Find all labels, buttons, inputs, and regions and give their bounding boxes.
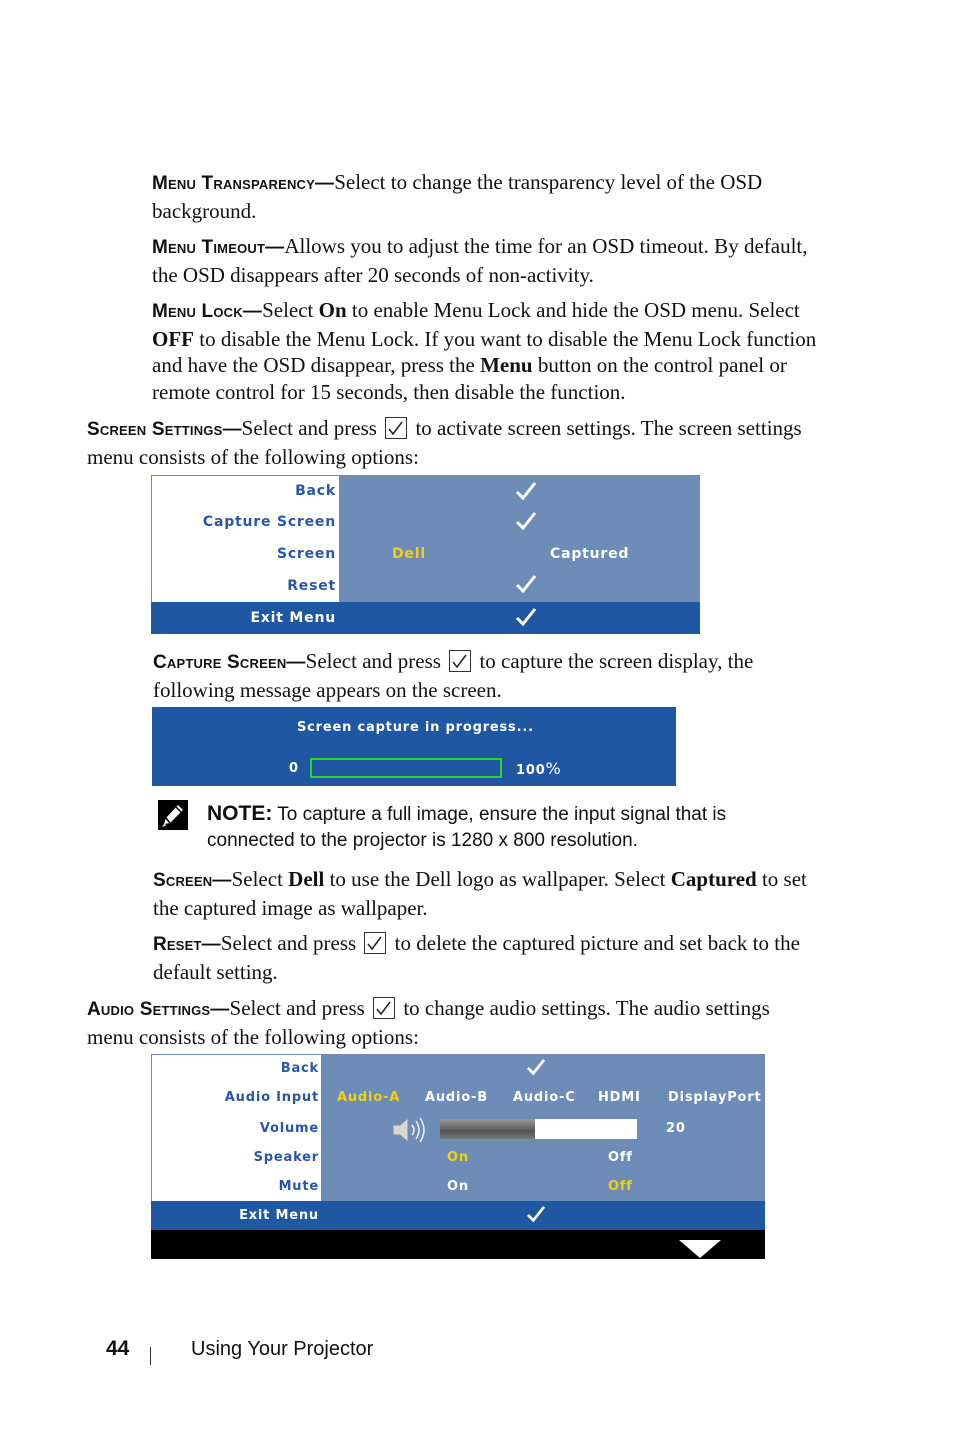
text: Select and press xyxy=(220,931,362,955)
text: to set the captured image as wallpaper. xyxy=(153,867,807,920)
para-reset xyxy=(153,930,833,985)
progress-start-label: 0 xyxy=(289,761,299,776)
menu-item-mute[interactable]: Mute xyxy=(278,1179,319,1194)
term-menu-transparency: Menu Transparency— xyxy=(152,173,335,194)
text: to disable the Menu Lock. If you want to disable the Menu Lock function and have the OSD disappear, press the xyxy=(152,326,817,377)
bold-on: On xyxy=(318,298,347,322)
menu-item-volume[interactable]: Volume xyxy=(259,1121,319,1136)
capture-message: Screen capture in progress... xyxy=(297,720,534,735)
para-menu-lock xyxy=(152,297,832,405)
progress-bar xyxy=(310,758,502,778)
para-screen-settings xyxy=(87,415,807,470)
footer-section-title: Using Your Projector xyxy=(191,1338,374,1360)
menu-item-screen[interactable]: Screen xyxy=(276,546,336,562)
check-icon xyxy=(515,574,537,594)
progress-unit: % xyxy=(545,759,562,778)
check-icon xyxy=(526,1058,546,1076)
speaker-off-option[interactable]: Off xyxy=(608,1150,633,1165)
text: Select and press xyxy=(229,996,371,1020)
term-audio-settings: Audio Settings— xyxy=(87,999,230,1020)
para-menu-timeout xyxy=(152,233,832,288)
text: to use the Dell logo as wallpaper. Select xyxy=(324,867,671,891)
text: to enable Menu Lock and hide the OSD menu. Select xyxy=(346,298,800,322)
menu-footer-bar xyxy=(151,1230,765,1259)
note-text: To capture a full image, ensure the input signal that is connected to the projector is 1280 x 800 resolution. xyxy=(207,804,727,851)
bold-dell: Dell xyxy=(288,867,325,891)
pencil-note-icon xyxy=(158,800,188,830)
text: Select xyxy=(231,867,289,891)
note-label: NOTE: xyxy=(207,802,273,825)
text: Select xyxy=(262,298,319,322)
option-dell[interactable]: Dell xyxy=(392,546,426,562)
para-audio-settings xyxy=(87,995,787,1050)
input-displayport[interactable]: DisplayPort xyxy=(668,1090,762,1105)
text: to delete the captured picture and set back to the default setting. xyxy=(153,931,800,984)
menu-item-exit-menu[interactable]: Exit Menu xyxy=(239,1208,319,1223)
text: button on the control panel or remote control for 15 seconds, then disable the function. xyxy=(152,353,787,404)
page-number: 44 xyxy=(106,1337,130,1360)
check-icon xyxy=(515,607,537,627)
term-screen-settings: Screen Settings— xyxy=(87,419,242,440)
text: Select and press xyxy=(241,416,383,440)
progress-end-label xyxy=(516,759,562,778)
scroll-down-arrow-icon[interactable] xyxy=(679,1240,721,1258)
menu-item-speaker[interactable]: Speaker xyxy=(253,1150,319,1165)
capture-progress-dialog xyxy=(152,707,676,786)
text: Select and press xyxy=(305,649,447,673)
volume-slider[interactable] xyxy=(440,1119,637,1139)
volume-value: 20 xyxy=(666,1121,686,1136)
speaker-on-option[interactable]: On xyxy=(447,1150,469,1165)
footer-divider xyxy=(150,1347,151,1365)
para-menu-transparency xyxy=(152,169,832,224)
check-icon xyxy=(515,511,537,531)
para-capture-screen xyxy=(153,648,833,703)
volume-slider-fill xyxy=(440,1119,535,1139)
menu-item-reset[interactable]: Reset xyxy=(287,578,336,594)
bold-captured: Captured xyxy=(670,867,757,891)
exit-menu-row[interactable] xyxy=(151,602,700,634)
input-audio-a[interactable]: Audio-A xyxy=(337,1090,401,1105)
term-menu-timeout: Menu Timeout— xyxy=(152,237,285,258)
enter-key-icon xyxy=(373,997,395,1019)
text-menu-transparency: Select to change the transparency level of the OSD background. xyxy=(152,170,763,223)
text: to activate screen settings. The screen settings menu consists of the following options: xyxy=(87,416,802,469)
option-captured[interactable]: Captured xyxy=(550,546,630,562)
text-menu-timeout: Allows you to adjust the time for an OSD timeout. By default, the OSD disappears after 20 seconds of non-activity. xyxy=(152,234,808,287)
text: to change audio settings. The audio settings menu consists of the following options: xyxy=(87,996,770,1049)
note-block xyxy=(207,801,767,854)
mute-off-option[interactable]: Off xyxy=(608,1179,633,1194)
enter-key-icon xyxy=(385,417,407,439)
menu-item-back[interactable]: Back xyxy=(295,483,336,499)
check-icon xyxy=(515,481,537,501)
menu-item-exit-menu[interactable]: Exit Menu xyxy=(250,610,336,626)
screen-settings-menu xyxy=(151,475,700,634)
term-menu-lock: Menu Lock— xyxy=(152,301,263,322)
bold-menu: Menu xyxy=(480,353,533,377)
input-audio-b[interactable]: Audio-B xyxy=(425,1090,488,1105)
term-reset: Reset— xyxy=(153,934,221,955)
input-audio-c[interactable]: Audio-C xyxy=(513,1090,576,1105)
text: to capture the screen display, the following message appears on the screen. xyxy=(153,649,754,702)
input-hdmi[interactable]: HDMI xyxy=(598,1090,641,1105)
check-icon xyxy=(526,1205,546,1223)
menu-item-back[interactable]: Back xyxy=(280,1061,319,1076)
progress-end-value: 100 xyxy=(516,763,546,778)
bold-off: OFF xyxy=(152,326,194,351)
mute-on-option[interactable]: On xyxy=(447,1179,469,1194)
term-screen: Screen— xyxy=(153,870,232,891)
term-capture-screen: Capture Screen— xyxy=(153,652,306,673)
para-screen xyxy=(153,866,833,921)
enter-key-icon xyxy=(364,932,386,954)
menu-item-capture-screen[interactable]: Capture Screen xyxy=(202,514,336,530)
speaker-volume-icon xyxy=(391,1116,429,1144)
audio-settings-menu xyxy=(151,1054,765,1259)
enter-key-icon xyxy=(449,650,471,672)
menu-item-audio-input[interactable]: Audio Input xyxy=(224,1090,319,1105)
